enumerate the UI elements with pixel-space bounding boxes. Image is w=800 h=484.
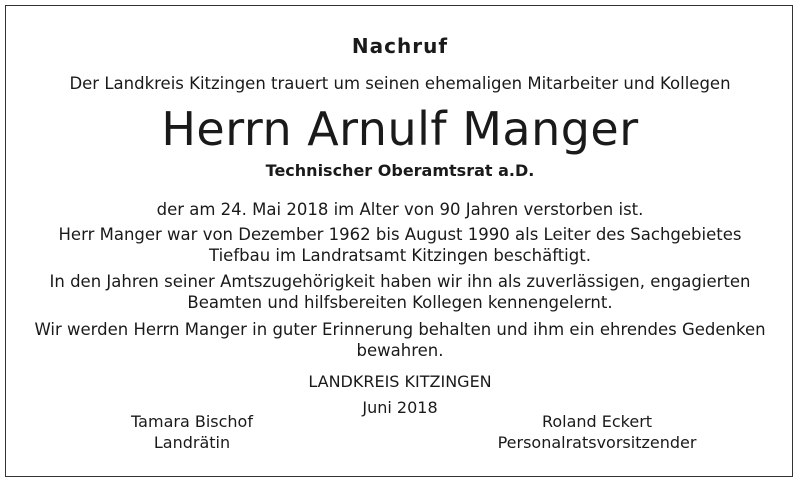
deceased-name: Herrn Arnulf Manger [161, 102, 639, 156]
signatory-role: Personalratsvorsitzender [497, 433, 697, 452]
organization-name: LANDKREIS KITZINGEN [308, 372, 492, 391]
intro-line: Der Landkreis Kitzingen trauert um seinen ehemaligen Mitarbeiter und Kollegen [69, 74, 731, 93]
body-line: Beamten und hilfsbereiten Kollegen kennengelernt. [187, 293, 613, 312]
body-line: bewahren. [356, 341, 444, 360]
body-line: der am 24. Mai 2018 im Alter von 90 Jahren verstorben ist. [156, 200, 644, 219]
deceased-title: Technischer Oberamtsrat a.D. [265, 161, 535, 180]
body-line: In den Jahren seiner Amtszugehörigkeit haben wir ihn als zuverlässigen, engagierten [49, 272, 751, 291]
body-line: Tiefbau im Landratsamt Kitzingen beschäftigt. [209, 246, 591, 265]
signatory-name: Tamara Bischof [131, 412, 253, 431]
notice-date: Juni 2018 [362, 398, 438, 417]
notice-heading: Nachruf [351, 34, 449, 58]
signatory-left [72, 411, 312, 453]
signatory-right [477, 411, 717, 453]
body-line: Herr Manger war von Dezember 1962 bis August 1990 als Leiter des Sachgebietes [58, 225, 742, 244]
signatory-role: Landrätin [153, 433, 231, 452]
body-line: Wir werden Herrn Manger in guter Erinnerung behalten und ihm ein ehrendes Gedenken [34, 320, 766, 339]
signatory-name: Roland Eckert [541, 412, 653, 431]
